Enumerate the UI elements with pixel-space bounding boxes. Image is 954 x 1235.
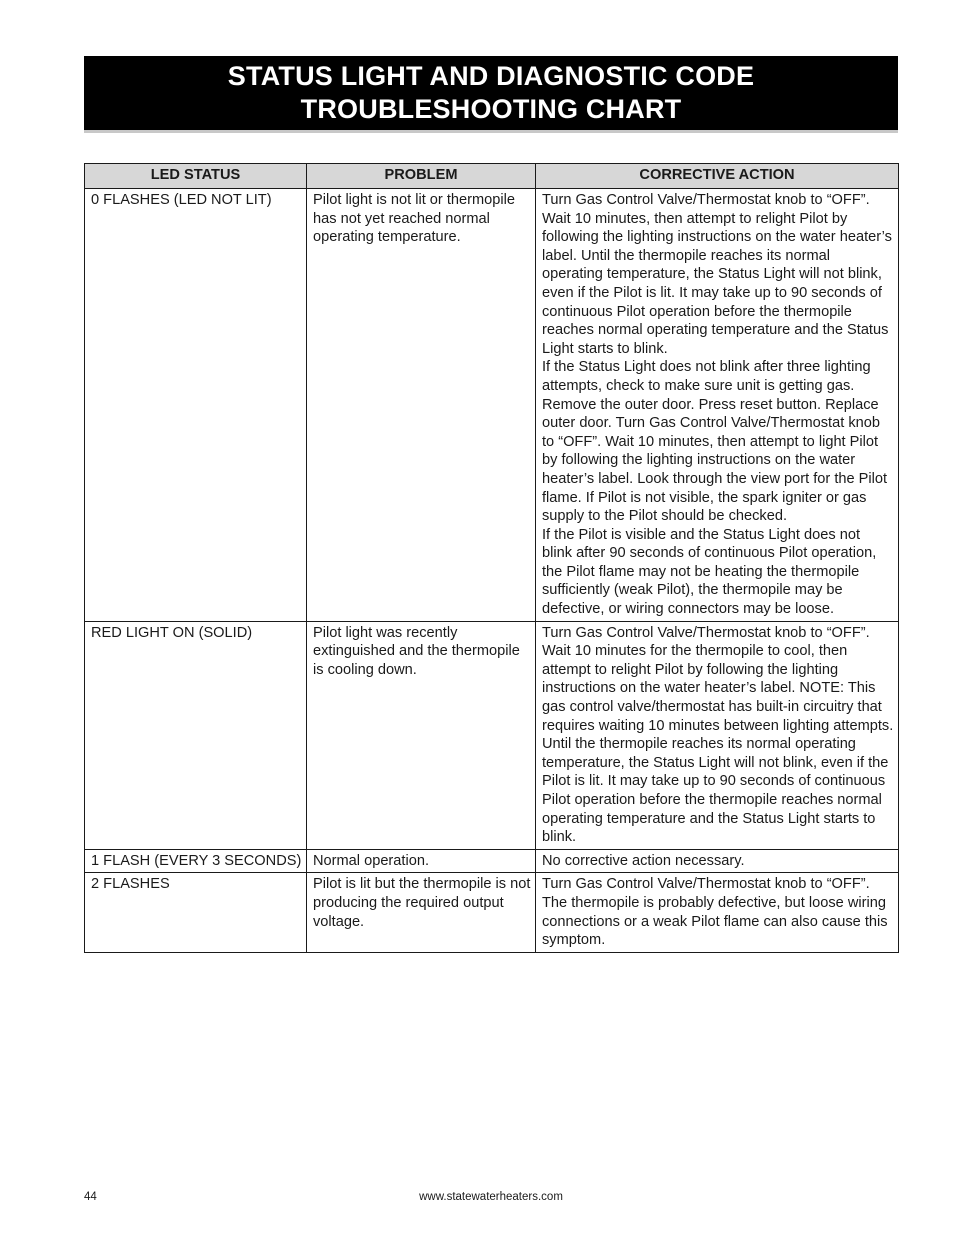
table-row xyxy=(85,189,899,622)
corrective-action-paragraph: If the Pilot is visible and the Status Light does not blink after 90 seconds of continuous Pilot operation, the Pilot flame may not be heating the thermopile sufficiently (weak Pilot), the thermopile may be defective, or wiring connectors may be loose. xyxy=(542,526,877,618)
footer-url: www.statewaterheaters.com xyxy=(419,1191,563,1203)
table-header-row xyxy=(85,164,899,189)
problem-cell: Pilot light is not lit or thermopile has not yet reached normal operating temperature. xyxy=(307,189,536,622)
column-header-problem: PROBLEM xyxy=(307,164,536,189)
corrective-action-cell xyxy=(536,873,899,952)
led-status-cell: 1 FLASH (EVERY 3 SECONDS) xyxy=(85,849,307,873)
column-header-corrective-action: CORRECTIVE ACTION xyxy=(536,164,899,189)
corrective-action-cell xyxy=(536,849,899,873)
table-row xyxy=(85,849,899,873)
led-status-cell: RED LIGHT ON (SOLID) xyxy=(85,621,307,849)
corrective-action-paragraph: Turn Gas Control Valve/Thermostat knob to “OFF”. Wait 10 minutes for the thermopile to cool, then attempt to relight Pilot by following the lighting instructions on the water heater’s label. NOTE: This gas control valve/thermostat has built-in circuitry that requires waiting 10 minutes between lighting attempts. xyxy=(542,624,894,734)
page-title-line-2: TROUBLESHOOTING CHART xyxy=(300,94,682,124)
title-underline-rule xyxy=(84,130,898,133)
table-row xyxy=(85,873,899,952)
table-row xyxy=(85,621,899,849)
corrective-action-paragraph: Turn Gas Control Valve/Thermostat knob to “OFF”. Wait 10 minutes, then attempt to relight Pilot by following the lighting instructions on the water heater’s label. Until the thermopile reaches its normal operating temperature, the Status Light will not blink, even if the Pilot is lit. It may take up to 90 seconds of continuous Pilot operation before the thermopile reaches normal operating temperature and the Status Light starts to blink. xyxy=(542,192,892,357)
problem-cell: Pilot light was recently extinguished and the thermopile is cooling down. xyxy=(307,621,536,849)
led-status-cell: 0 FLASHES (LED NOT LIT) xyxy=(85,189,307,622)
page-title xyxy=(84,56,898,130)
problem-cell: Normal operation. xyxy=(307,849,536,873)
corrective-action-paragraph: Turn Gas Control Valve/Thermostat knob to “OFF”. The thermopile is probably defective, but loose wiring connections or a weak Pilot flame can also cause this symptom. xyxy=(542,876,888,949)
corrective-action-cell xyxy=(536,621,899,849)
corrective-action-paragraph: Until the thermopile reaches its normal operating temperature, the Status Light will not blink, even if the Pilot is lit. It may take up to 90 seconds of continuous Pilot operation before the thermopile reaches normal operating temperature and the Status Light starts to blink. xyxy=(542,736,889,846)
page-title-line-1: STATUS LIGHT AND DIAGNOSTIC CODE xyxy=(227,61,755,91)
troubleshooting-table xyxy=(84,163,899,953)
corrective-action-paragraph: No corrective action necessary. xyxy=(542,852,745,869)
corrective-action-paragraph: If the Status Light does not blink after three lighting attempts, check to make sure unit is getting gas. Remove the outer door. Press reset button. Replace outer door. Turn Gas Control Valve/Thermostat knob to “OFF”. Wait 10 minutes, then attempt to light Pilot by following the lighting instructions on the water heater’s label. Look through the view port for the Pilot flame. If Pilot is not visible, the spark igniter or gas supply to the Pilot should be checked. xyxy=(542,359,888,525)
corrective-action-cell xyxy=(536,189,899,622)
problem-cell: Pilot is lit but the thermopile is not producing the required output voltage. xyxy=(307,873,536,952)
page-number: 44 xyxy=(84,1191,97,1203)
column-header-led-status: LED STATUS xyxy=(85,164,307,189)
led-status-cell: 2 FLASHES xyxy=(85,873,307,952)
